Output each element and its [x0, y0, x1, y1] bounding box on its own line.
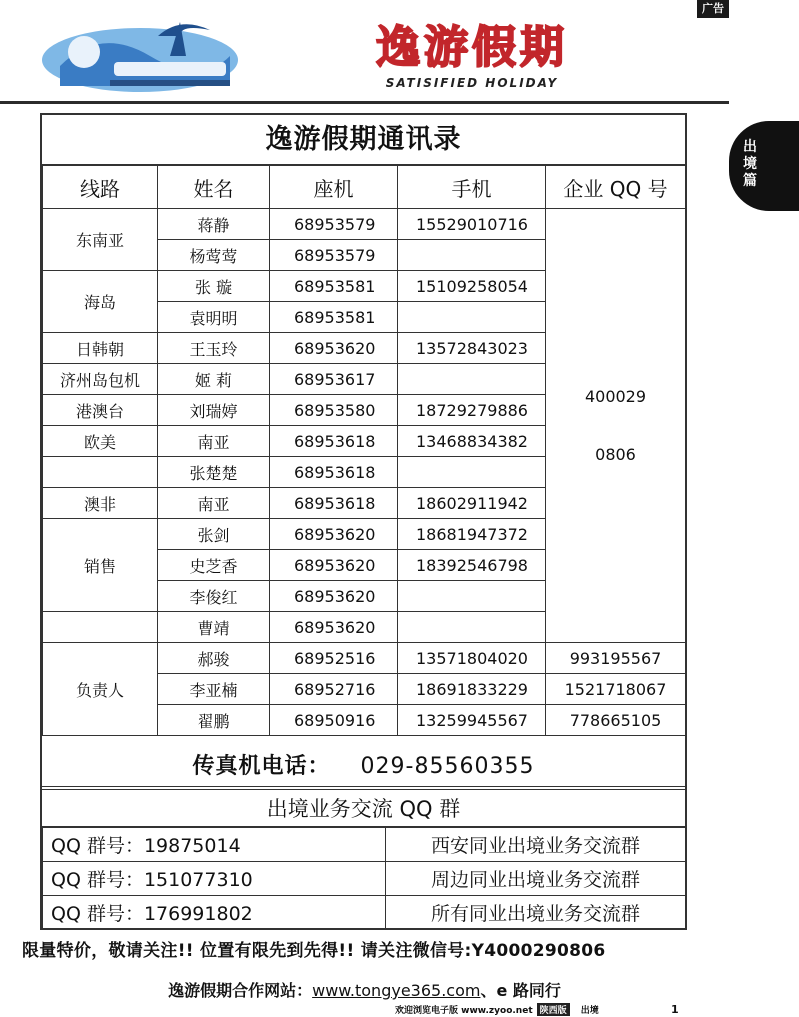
phone-cell: 68953579	[270, 240, 398, 271]
name-cell: 南亚	[158, 488, 270, 519]
qq-groups-table	[42, 827, 686, 930]
brand	[262, 22, 682, 98]
mobile-cell: 15109258054	[398, 271, 546, 302]
enterprise-qq-cell	[546, 209, 686, 643]
footer-section: 出境	[580, 1006, 599, 1016]
route-cell: 济州岛包机	[43, 364, 158, 395]
header-qq: 企业 QQ 号	[546, 166, 686, 209]
qq-group-number: QQ 群号：151077310	[43, 862, 386, 896]
brand-title: 逸游假期	[376, 22, 568, 73]
phone-cell: 68953580	[270, 395, 398, 426]
route-cell: 销售	[43, 519, 158, 612]
fax-line	[42, 747, 685, 787]
edition-badge: 陕西版	[537, 1003, 570, 1016]
enterprise-qq-line: 400029	[584, 386, 647, 406]
footer-text: 欢迎浏览电子版 www.zyoo.net	[395, 1006, 533, 1016]
qq-group-number: QQ 群号：176991802	[43, 896, 386, 930]
route-cell: 欧美	[43, 426, 158, 457]
name-cell: 袁明明	[158, 302, 270, 333]
mobile-cell: 18681947372	[398, 519, 546, 550]
mobile-cell	[398, 612, 546, 643]
qq-group-row	[43, 862, 686, 896]
mobile-cell: 18691833229	[398, 674, 546, 705]
mobile-cell: 13468834382	[398, 426, 546, 457]
phone-cell: 68953620	[270, 612, 398, 643]
route-cell: 负责人	[43, 643, 158, 736]
name-cell: 南亚	[158, 426, 270, 457]
name-cell: 张剑	[158, 519, 270, 550]
header-mobile: 手机	[398, 166, 546, 209]
mobile-cell: 18729279886	[398, 395, 546, 426]
phone-cell: 68953581	[270, 271, 398, 302]
route-cell: 东南亚	[43, 209, 158, 271]
name-cell: 刘瑞婷	[158, 395, 270, 426]
mobile-cell: 18602911942	[398, 488, 546, 519]
mobile-cell: 13572843023	[398, 333, 546, 364]
table-row	[43, 643, 686, 674]
qq-group-desc: 西安同业出境业务交流群	[386, 828, 686, 862]
header-route: 线路	[43, 166, 158, 209]
mobile-cell	[398, 457, 546, 488]
mobile-cell: 13259945567	[398, 705, 546, 736]
table-header-row	[43, 166, 686, 209]
partner-prefix: 逸游假期合作网站：	[168, 981, 313, 1000]
phone-cell: 68953579	[270, 209, 398, 240]
partner-link[interactable]: www.tongye365.com	[312, 981, 481, 1000]
partner-suffix: 、e 路同行	[480, 981, 561, 1000]
phone-cell: 68953617	[270, 364, 398, 395]
phone-cell: 68953618	[270, 488, 398, 519]
mobile-cell: 13571804020	[398, 643, 546, 674]
name-cell: 蒋静	[158, 209, 270, 240]
directory-title: 逸游假期通讯录	[42, 115, 685, 165]
qq-group-desc: 所有同业出境业务交流群	[386, 896, 686, 930]
phone-cell: 68950916	[270, 705, 398, 736]
footer	[395, 1003, 799, 1017]
promo-notice: 限量特价，敬请关注!! 位置有限先到先得!! 请关注微信号:Y4000290806	[22, 941, 606, 961]
qq-cell: 993195567	[546, 643, 686, 674]
mobile-cell: 15529010716	[398, 209, 546, 240]
page-number: 1	[671, 1003, 679, 1016]
enterprise-qq-line: 0806	[595, 444, 636, 464]
route-cell	[43, 457, 158, 488]
name-cell: 郝骏	[158, 643, 270, 674]
header	[0, 0, 729, 104]
phone-cell: 68953618	[270, 457, 398, 488]
phone-cell: 68953620	[270, 333, 398, 364]
mobile-cell	[398, 302, 546, 333]
qq-groups-title: 出境业务交流 QQ 群	[42, 789, 685, 827]
section-tab	[729, 121, 799, 211]
brand-subtitle: SATISIFIED HOLIDAY	[385, 76, 559, 90]
section-tab-char: 篇	[743, 173, 757, 189]
route-cell: 日韩朝	[43, 333, 158, 364]
qq-group-row	[43, 896, 686, 930]
fax-label: 传真机电话：	[192, 754, 331, 779]
name-cell: 曹靖	[158, 612, 270, 643]
name-cell: 李俊红	[158, 581, 270, 612]
header-phone: 座机	[270, 166, 398, 209]
name-cell: 张 璇	[158, 271, 270, 302]
directory-table	[42, 165, 686, 736]
name-cell: 李亚楠	[158, 674, 270, 705]
qq-cell: 778665105	[546, 705, 686, 736]
phone-cell: 68952716	[270, 674, 398, 705]
section-tab-char: 境	[743, 156, 757, 172]
name-cell: 姬 莉	[158, 364, 270, 395]
route-cell: 澳非	[43, 488, 158, 519]
phone-cell: 68953620	[270, 550, 398, 581]
name-cell: 杨莺莺	[158, 240, 270, 271]
header-name: 姓名	[158, 166, 270, 209]
qq-cell: 1521718067	[546, 674, 686, 705]
phone-cell: 68953620	[270, 581, 398, 612]
route-cell: 海岛	[43, 271, 158, 333]
qq-group-row	[43, 828, 686, 862]
name-cell: 张楚楚	[158, 457, 270, 488]
partner-line	[0, 978, 729, 1001]
mobile-cell	[398, 240, 546, 271]
mobile-cell	[398, 364, 546, 395]
mobile-cell	[398, 581, 546, 612]
route-cell	[43, 612, 158, 643]
phone-cell: 68953618	[270, 426, 398, 457]
name-cell: 王玉玲	[158, 333, 270, 364]
fax-number: 029-85560355	[360, 754, 535, 779]
phone-cell: 68952516	[270, 643, 398, 674]
qq-group-number: QQ 群号：19875014	[43, 828, 386, 862]
name-cell: 史芝香	[158, 550, 270, 581]
section-tab-char: 出	[743, 139, 757, 155]
route-cell: 港澳台	[43, 395, 158, 426]
name-cell: 翟鹏	[158, 705, 270, 736]
directory-panel	[40, 113, 687, 930]
mobile-cell: 18392546798	[398, 550, 546, 581]
phone-cell: 68953620	[270, 519, 398, 550]
ad-tag: 广告	[697, 0, 729, 18]
qq-group-desc: 周边同业出境业务交流群	[386, 862, 686, 896]
phone-cell: 68953581	[270, 302, 398, 333]
table-row	[43, 209, 686, 240]
logo-icon	[40, 16, 240, 94]
